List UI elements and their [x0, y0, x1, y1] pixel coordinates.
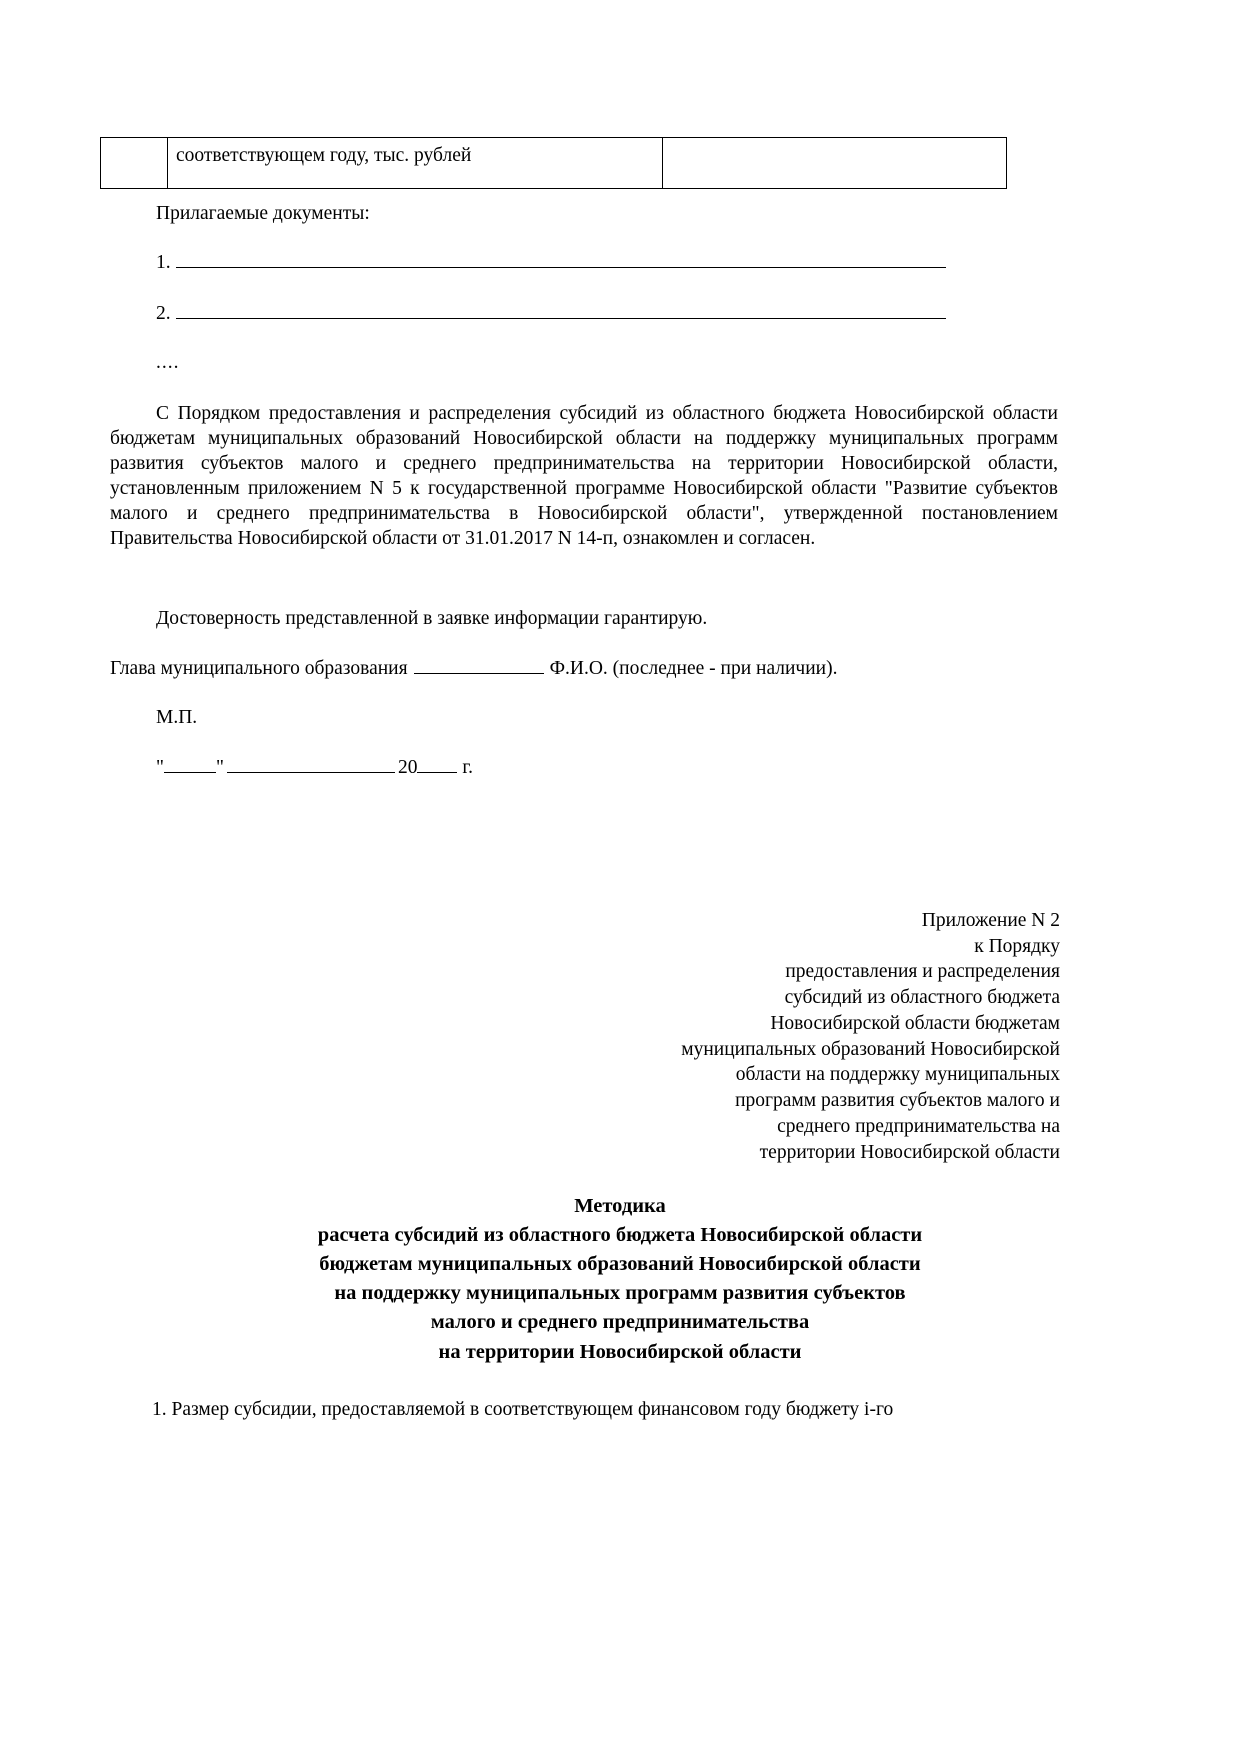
indicator-table: [100, 137, 1007, 189]
appendix-ref-line-2: к Порядку: [974, 935, 1060, 957]
table-cell-number: [101, 138, 168, 189]
attachment-item-1: [156, 252, 946, 274]
consent-paragraph: С Порядком предоставления и распределения субсидий из областного бюджета Новосибирской области бюджетам муниципальных образований Новосибирской области на поддержку муниципальных программ развития субъектов малого и среднего предпринимательства на территории Новосибирской области, установленным приложением N 5 к государственной программе Новосибирской области "Развитие субъектов малого и среднего предпринимательства в Новосибирской области", утвержденной постановлением Правительства Новосибирской области от 31.01.2017 N 14-п, ознакомлен и согласен.: [110, 403, 1058, 549]
attachments-label: Прилагаемые документы:: [156, 203, 370, 224]
attachments-ellipsis: ....: [156, 352, 180, 373]
table-fragment: [100, 137, 955, 189]
appendix-ref-line-1: Приложение N 2: [921, 910, 1060, 931]
date-month-fill[interactable]: [227, 757, 395, 773]
document-title-block: [110, 1192, 1130, 1367]
appendix-ref-line-10: территории Новосибирской области: [759, 1141, 1060, 1163]
table-cell-value: [663, 138, 1007, 189]
date-day-fill[interactable]: [164, 757, 216, 773]
appendix-reference-block: [500, 908, 1060, 1165]
attachment-fill-line-1[interactable]: [176, 252, 946, 268]
document-title-line-5: малого и среднего предпринимательства: [430, 1311, 810, 1334]
date-line: [156, 757, 473, 779]
table-row: [101, 138, 1007, 189]
document-title-line-6: на территории Новосибирской области: [438, 1340, 802, 1363]
document-title-line-4: на поддержку муниципальных программ развития субъектов: [334, 1282, 906, 1305]
appendix-ref-line-5: Новосибирской области бюджетам: [770, 1012, 1060, 1034]
signature-role-label: Глава муниципального образования: [110, 658, 408, 680]
appendix-ref-line-4: субсидий из областного бюджета: [784, 987, 1060, 1009]
date-year-prefix: 20: [397, 757, 418, 779]
table-cell-name: соответствующем году, тыс. рублей: [168, 138, 663, 189]
consent-block: [110, 402, 1058, 552]
date-year-suffix: г.: [462, 757, 473, 779]
guarantee-paragraph: Достоверность представленной в заявке информации гарантирую.: [156, 608, 708, 629]
date-quote-open: ": [156, 757, 164, 779]
appendix-ref-line-9: среднего предпринимательства на: [777, 1115, 1060, 1137]
attachment-fill-line-2[interactable]: [176, 303, 946, 319]
appendix-ref-line-6: муниципальных образований Новосибирской: [681, 1038, 1060, 1060]
signature-line: [110, 658, 837, 680]
attachment-marker-1: 1.: [156, 252, 171, 274]
signature-fill-line[interactable]: [414, 658, 544, 674]
trailing-paragraph: 1. Размер субсидии, предоставляемой в соответствующем финансовом году бюджету i-го: [152, 1399, 894, 1420]
appendix-ref-line-8: программ развития субъектов малого и: [735, 1090, 1060, 1112]
attachment-marker-2: 2.: [156, 303, 171, 325]
appendix-ref-line-7: области на поддержку муниципальных: [735, 1064, 1060, 1086]
document-title-line-2: расчета субсидий из областного бюджета Новосибирской области: [317, 1224, 923, 1247]
document-title-line-3: бюджетам муниципальных образований Новосибирской области: [319, 1253, 921, 1276]
date-quote-close: ": [215, 757, 224, 779]
attachment-item-2: [156, 303, 946, 325]
date-year-fill[interactable]: [417, 757, 457, 773]
stamp-label: М.П.: [156, 707, 198, 728]
appendix-ref-line-3: предоставления и распределения: [785, 961, 1060, 983]
page-title: Методика: [574, 1195, 666, 1217]
signature-name-hint: Ф.И.О. (последнее - при наличии).: [549, 658, 838, 680]
